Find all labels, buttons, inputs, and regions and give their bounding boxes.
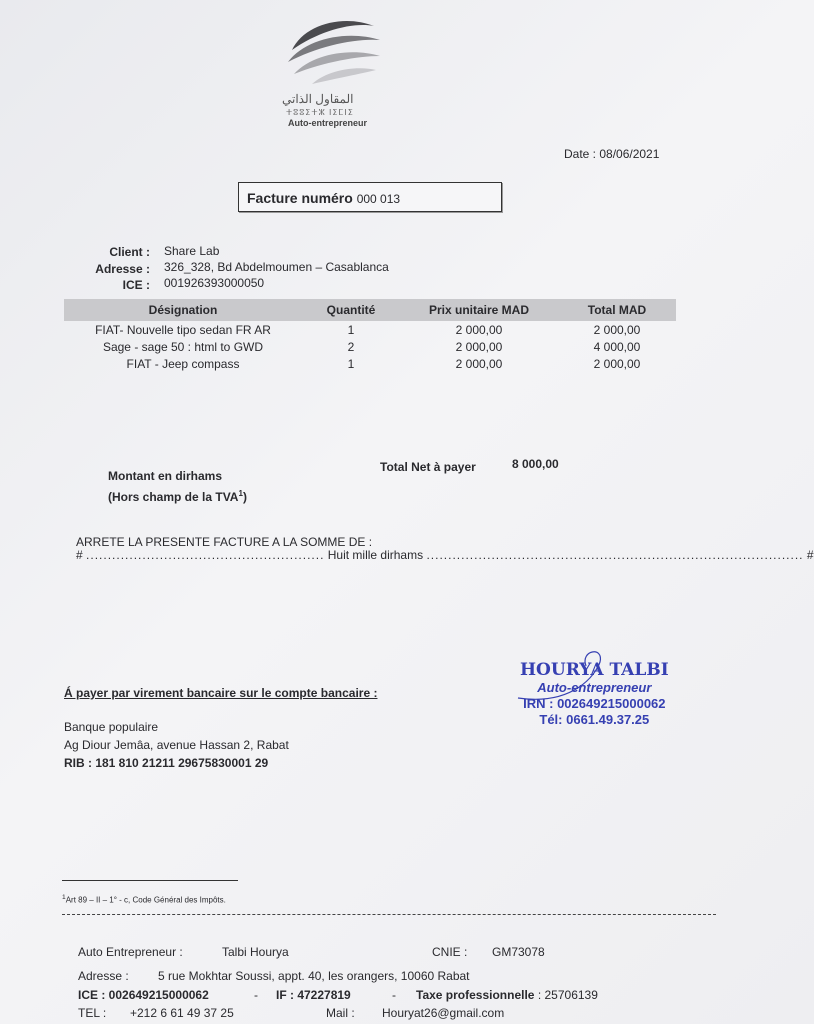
invoice-number-box <box>238 182 502 212</box>
cell-total: 2 000,00 <box>593 322 641 337</box>
footer-ice: ICE : 002649215000062 <box>78 988 209 1002</box>
client-address: 326_328, Bd Abdelmoumen – Casablanca <box>164 260 389 274</box>
col-header-designation: Désignation <box>64 299 302 321</box>
invoice-title <box>247 190 400 206</box>
table-row <box>64 338 676 355</box>
bank-rib: RIB : 181 810 21211 29675830001 29 <box>64 756 269 770</box>
bank-details <box>64 718 289 772</box>
cell-designation: FIAT - Jeep compass <box>126 356 240 371</box>
stamp-irn: IRN : 002649215000062 <box>523 696 666 711</box>
footer-tel-value: +212 6 61 49 37 25 <box>130 1006 234 1020</box>
footnote-divider <box>62 880 238 881</box>
client-ice: 001926393000050 <box>164 276 265 290</box>
cell-quantity: 1 <box>347 322 355 337</box>
invoice-number: 000 013 <box>356 192 401 206</box>
col-header-total: Total MAD <box>558 299 676 321</box>
table-header-row <box>64 299 676 321</box>
cell-unit-price: 2 000,00 <box>455 322 503 337</box>
logo-tifinagh-text: ⵜⵓⵓⵉⵜⵣ ⵏⵉⵎⵏⵉ <box>286 108 354 117</box>
cell-unit-price: 2 000,00 <box>455 339 503 354</box>
stamp-role: Auto-entrepreneur <box>537 680 652 695</box>
signature-stamp <box>520 660 669 728</box>
ice-label: ICE : <box>122 278 150 292</box>
cell-unit-price: 2 000,00 <box>455 356 503 371</box>
footer-sep-2: - <box>392 988 396 1002</box>
logo-subtitle: Auto-entrepreneur <box>288 118 368 128</box>
amount-start-mark: # <box>76 548 83 562</box>
total-net-label: Total Net à payer <box>380 460 476 474</box>
payment-title: Á payer par virement bancaire sur le compte bancaire : <box>64 686 378 700</box>
amount-end-mark: # <box>806 548 814 562</box>
client-label: Client : <box>109 245 150 259</box>
cell-designation: FIAT- Nouvelle tipo sedan FR AR <box>95 322 271 337</box>
cell-total: 4 000,00 <box>593 339 641 354</box>
items-table <box>64 299 676 372</box>
footer-mail-label: Mail : <box>326 1006 355 1020</box>
col-header-unit-price: Prix unitaire MAD <box>400 299 558 321</box>
amount-note-line1: Montant en dirhams <box>108 469 223 483</box>
cell-total: 2 000,00 <box>593 356 641 371</box>
footer-if: IF : 47227819 <box>276 988 351 1002</box>
cell-designation: Sage - sage 50 : html to GWD <box>102 339 264 354</box>
table-row <box>64 355 676 372</box>
amount-in-words-line: # ....................................................... Huit mille dirhams ....................................................................................... # <box>76 548 814 562</box>
footer-sep-1: - <box>254 988 258 1002</box>
amount-note <box>108 468 247 506</box>
logo-arabic-text: المقاول الذاتي <box>282 92 354 106</box>
stamp-tel: Tél: 0661.49.37.25 <box>539 712 650 727</box>
company-logo <box>284 16 404 91</box>
address-label: Adresse : <box>95 262 150 276</box>
client-name: Share Lab <box>164 244 220 258</box>
footer-cnie-label: CNIE : <box>432 945 468 959</box>
cell-quantity: 2 <box>347 339 355 354</box>
stamp-name: HOURYA TALBI <box>520 660 669 680</box>
signature-scribble-icon <box>514 646 714 716</box>
total-net-value: 8 000,00 <box>512 457 559 471</box>
globe-swoosh-icon <box>284 16 384 91</box>
col-header-quantity: Quantité <box>302 299 400 321</box>
cell-quantity: 1 <box>347 356 355 371</box>
amount-in-words: Huit mille dirhams <box>327 548 424 562</box>
footnote: $^1$Art 89 – II – 1° - c, Code Général des Impôts. <box>62 894 226 905</box>
invoice-title-label: Facture numéro <box>247 190 353 206</box>
arrete-statement: ARRETE LA PRESENTE FACTURE A LA SOMME DE : <box>76 535 373 549</box>
footer-mail-value: Houryat26@gmail.com <box>382 1006 505 1020</box>
footer-address-label: Adresse : <box>78 969 129 983</box>
amount-note-line2: (Hors champ de la TVA$^1$) <box>108 489 247 504</box>
footer-ae-value: Talbi Hourya <box>222 945 289 959</box>
footer-tel-label: TEL : <box>78 1006 107 1020</box>
table-row <box>64 321 676 338</box>
footer-tp: Taxe professionnelle : 25706139 <box>416 988 598 1002</box>
footer-divider <box>62 914 716 915</box>
footer-ae-label: Auto Entrepreneur : <box>78 945 183 959</box>
bank-name: Banque populaire <box>64 720 159 734</box>
invoice-date: Date : 08/06/2021 <box>564 147 660 161</box>
bank-branch: Ag Diour Jemâa, avenue Hassan 2, Rabat <box>64 738 289 752</box>
footer-cnie-value: GM73078 <box>492 945 545 959</box>
footer-address-value: 5 rue Mokhtar Soussi, appt. 40, les orangers, 10060 Rabat <box>158 969 470 983</box>
